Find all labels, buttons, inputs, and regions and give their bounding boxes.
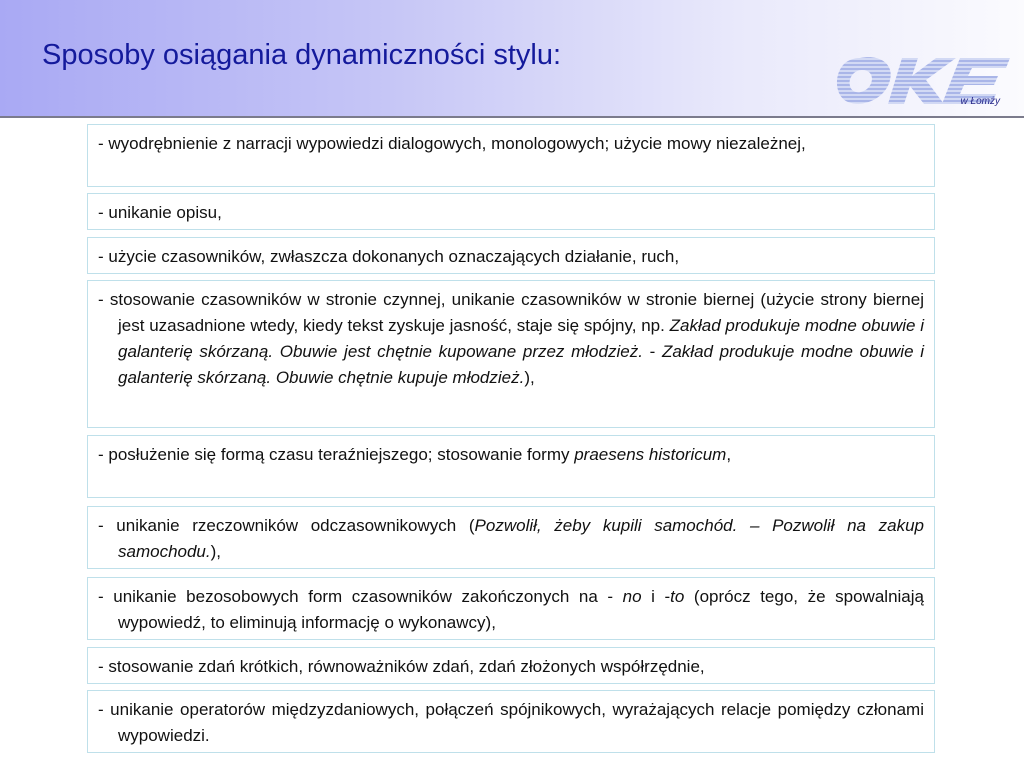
list-item bbox=[87, 690, 935, 753]
item-text-part: - unikanie rzeczowników odczasownikowych ( bbox=[98, 516, 475, 535]
suffix-to: to bbox=[670, 587, 685, 606]
slide-title: Sposoby osiągania dynamiczności stylu: bbox=[42, 39, 562, 71]
example-active-voice-2: Zakład produkuje modne obuwie i galanterię skórzaną. Obuwie chętnie kupuje młodzież. bbox=[118, 342, 924, 387]
item-text bbox=[98, 287, 924, 391]
list-item bbox=[87, 237, 935, 274]
item-text bbox=[98, 584, 924, 636]
item-text-part: - stosowanie czasowników w stronie czynnej, unikanie czasowników w stronie biernej (użycie strony biernej jest uzasadnione wtedy, kiedy tekst zyskuje jasność, staje się spójny, np. bbox=[98, 290, 924, 335]
item-text: - użycie czasowników, zwłaszcza dokonanych oznaczających działanie, ruch, bbox=[98, 247, 680, 266]
item-text-part: (oprócz tego, że spowalniają wypowiedź, to eliminują informację o wykonawcy), bbox=[118, 587, 924, 632]
example-active-voice: Zakład produkuje modne obuwie i galanterię skórzaną. Obuwie jest chętnie kupowane przez młodzież. bbox=[118, 316, 924, 361]
list-item bbox=[87, 577, 935, 640]
term-praesens-historicum: praesens historicum bbox=[574, 445, 727, 464]
list-item bbox=[87, 506, 935, 569]
logo-subtitle: w Łomży bbox=[960, 96, 1000, 107]
list-item bbox=[87, 647, 935, 684]
item-text-part: - unikanie bezosobowych form czasowników zakończonych na - bbox=[98, 587, 623, 606]
item-text-part: ), bbox=[210, 542, 222, 561]
item-text-part: - bbox=[642, 342, 662, 361]
suffix-no: no bbox=[622, 587, 642, 606]
item-text-part: , bbox=[726, 445, 732, 464]
item-text: - unikanie operatorów międzyzdaniowych, połączeń spójnikowych, wyrażających relacje pomiędzy członami wypowiedzi. bbox=[98, 700, 924, 745]
item-text: - wyodrębnienie z narracji wypowiedzi dialogowych, monologowych; użycie mowy niezależnej, bbox=[98, 134, 806, 153]
header-band bbox=[0, 0, 1024, 116]
item-text-part: i - bbox=[641, 587, 671, 606]
item-text bbox=[98, 442, 924, 468]
item-text-part: - posłużenie się formą czasu teraźniejszego; stosowanie formy bbox=[98, 445, 575, 464]
list-item bbox=[87, 280, 935, 428]
item-text: - unikanie opisu, bbox=[98, 203, 222, 222]
list-item bbox=[87, 435, 935, 498]
item-text: - stosowanie zdań krótkich, równoważników zdań, zdań złożonych współrzędnie, bbox=[98, 657, 705, 676]
item-text bbox=[98, 513, 924, 565]
header-divider bbox=[0, 116, 1024, 118]
item-text-part: ), bbox=[524, 368, 535, 387]
oke-logo bbox=[832, 52, 1012, 110]
example-verbal-noun: Pozwolił, żeby kupili samochód. – Pozwolił na zakup samochodu. bbox=[118, 516, 924, 561]
list-item bbox=[87, 124, 935, 187]
list-item bbox=[87, 193, 935, 230]
